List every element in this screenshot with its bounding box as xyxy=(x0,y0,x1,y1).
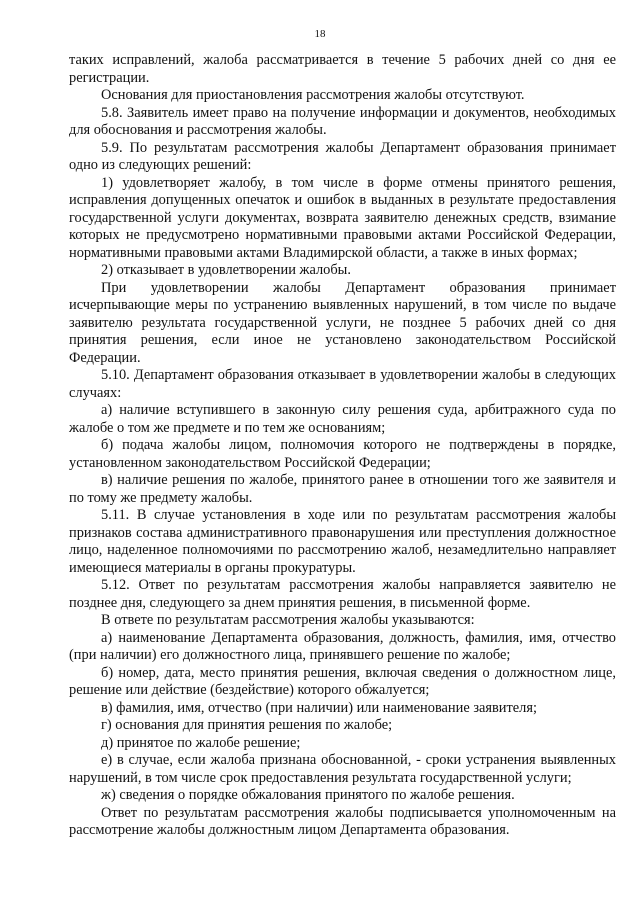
paragraph: 5.8. Заявитель имеет право на получение информации и документов, необходимых для обоснования и рассмотрения жалобы. xyxy=(69,104,616,138)
paragraph: 2) отказывает в удовлетворении жалобы. xyxy=(101,262,351,278)
paragraph: в) фамилия, имя, отчество (при наличии) или наименование заявителя; xyxy=(101,699,537,716)
paragraph: 5.9. По результатам рассмотрения жалобы Департамент образования принимает одно из следующих решений: xyxy=(69,139,616,173)
paragraph: д) принятое по жалобе решение; xyxy=(101,734,301,751)
paragraph: Основания для приостановления рассмотрения жалобы отсутствуют. xyxy=(101,87,525,103)
paragraph: г) основания для принятия решения по жалобе; xyxy=(101,717,393,733)
paragraph: При удовлетворении жалобы Департамент образования принимает исчерпывающие меры по устранению выявленных нарушений, в том числе по выдаче заявителю результата государственной услуги, не позднее 5 рабочих дней со дня принятия решения, если иное не установлено законодательством Российской Федерации. xyxy=(69,279,616,366)
paragraph: Ответ по результатам рассмотрения жалобы подписывается уполномоченным на рассмотрение жалобы должностным лицом Департамента образования. xyxy=(69,804,616,838)
paragraph: 5.11. В случае установления в ходе или по результатам рассмотрения жалобы признаков состава административного правонарушения или преступления должностное лицо, наделенное полномочиями по рассмотрению жалоб, незамедлительно направляет имеющиеся материалы в органы прокуратуры. xyxy=(69,507,616,576)
paragraph: ж) сведения о порядке обжалования принятого по жалобе решения. xyxy=(101,787,515,803)
page-number: 18 xyxy=(314,28,326,40)
paragraph: а) наличие вступившего в законную силу решения суда, арбитражного суда по жалобе о том же предмете и по тем же основаниям; xyxy=(69,402,616,436)
paragraph: в) наличие решения по жалобе, принятого ранее в отношении того же заявителя и по тому же предмету жалобы. xyxy=(69,472,616,506)
paragraph: а) наименование Департамента образования, должность, фамилия, имя, отчество (при наличии) его должностного лица, принявшего решение по жалобе; xyxy=(69,629,616,663)
paragraph: 5.10. Департамент образования отказывает в удовлетворении жалобы в следующих случаях: xyxy=(69,367,616,401)
paragraph: е) в случае, если жалоба признана обоснованной, - сроки устранения выявленных нарушений, в том числе срок предоставления результата государственной услуги; xyxy=(69,752,616,786)
paragraph: 5.12. Ответ по результатам рассмотрения жалобы направляется заявителю не позднее дня, следующего за днем принятия решения, в письменной форме. xyxy=(69,577,616,611)
paragraph: В ответе по результатам рассмотрения жалобы указываются: xyxy=(101,612,475,628)
paragraph: б) подача жалобы лицом, полномочия которого не подтверждены в порядке, установленном законодательством Российской Федерации; xyxy=(69,437,616,471)
paragraph: 1) удовлетворяет жалобу, в том числе в форме отмены принятого решения, исправления допущенных опечаток и ошибок в выданных в результате предоставления государственной услуги документах, возврата заявителю денежных средств, взимание которых не предусмотрено нормативными правовыми актами Российской Федерации, нормативными правовыми актами Владимирской области, а также в иных формах; xyxy=(69,174,616,261)
paragraph: б) номер, дата, место принятия решения, включая сведения о должностном лице, решение или действие (бездействие) которого обжалуется; xyxy=(69,664,616,698)
paragraph: таких исправлений, жалоба рассматривается в течение 5 рабочих дней со дня ее регистрации. xyxy=(69,52,616,86)
document-body xyxy=(69,52,616,840)
